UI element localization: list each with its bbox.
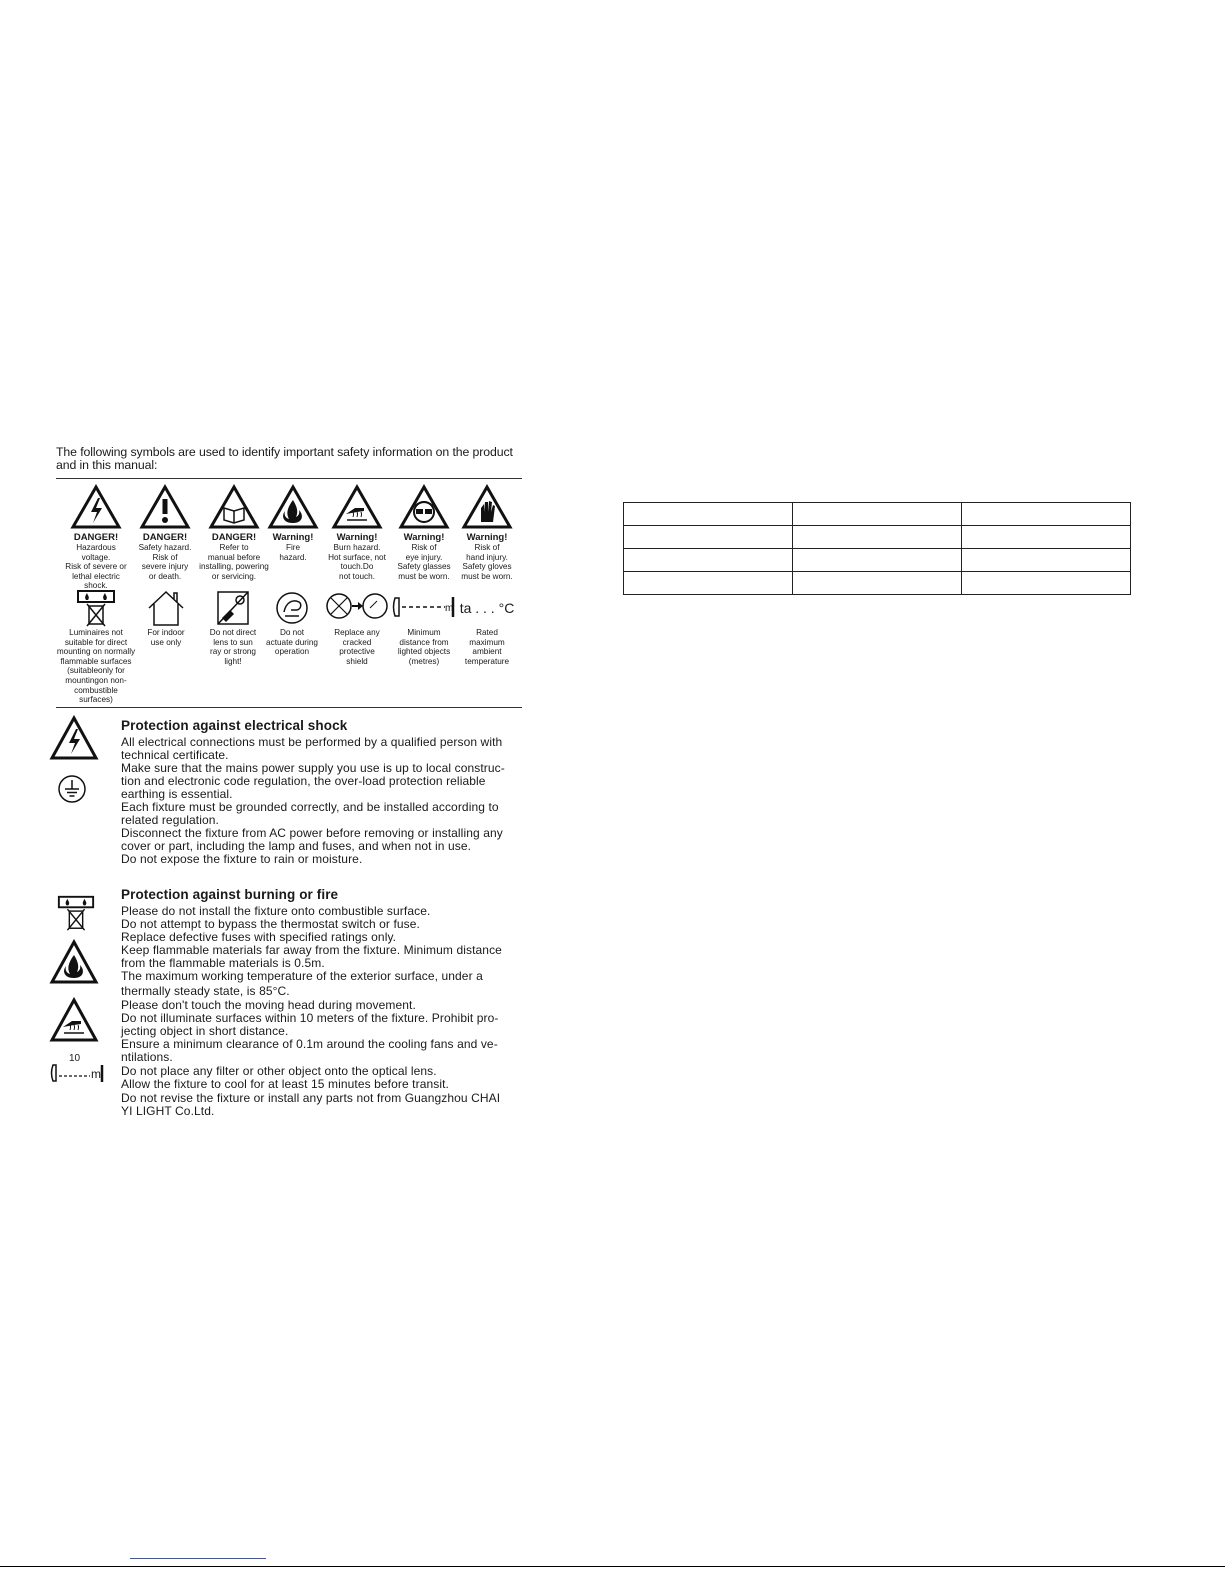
symbol-min-distance — [389, 588, 459, 666]
symbol-desc: manual before — [207, 552, 261, 562]
fire-line: Please do not install the fixture onto combustible surface. — [121, 904, 431, 918]
symbol-desc: shield — [346, 656, 368, 666]
symbol-warning-eye — [389, 484, 459, 581]
symbol-desc: combustible — [74, 685, 118, 695]
empty-table — [623, 502, 1131, 595]
fire-line: Do not revise the fixture or install any parts not from Guangzhou CHAI — [121, 1091, 501, 1105]
manual-warning-icon — [208, 484, 260, 530]
symbol-desc: Risk of — [474, 543, 500, 552]
symbol-head: Warning! — [403, 532, 445, 543]
symbol-desc: distance from — [399, 637, 449, 647]
symbol-desc: flammable surfaces — [60, 656, 132, 666]
lightning-warning-icon — [70, 484, 122, 530]
table-cell — [962, 572, 1131, 595]
symbol-head: DANGER! — [73, 532, 119, 543]
symbol-head: DANGER! — [211, 532, 257, 543]
symbol-desc: Refer to — [219, 543, 249, 552]
symbol-desc: light! — [224, 656, 242, 666]
table-cell — [624, 549, 793, 572]
symbol-desc: must be worn. — [398, 571, 450, 581]
lightning-warning-icon — [49, 715, 99, 761]
symbol-desc: Safety hazard. — [138, 543, 192, 552]
indoor-house-icon — [145, 588, 187, 628]
fire-line: Do not illuminate surfaces within 10 meters of the fixture. Prohibit pro- — [121, 1011, 499, 1025]
symbol-desc: Do not direct — [209, 628, 257, 637]
symbol-desc: Safety glasses — [397, 562, 451, 572]
electrical-line: Each fixture must be grounded correctly, and be installed according to — [121, 800, 499, 814]
symbol-ambient-temp — [452, 588, 522, 666]
fire-line: from the flammable materials is 0.5m. — [121, 956, 325, 970]
fire-line: jecting object in short distance. — [121, 1024, 289, 1038]
fire-line: Please don't touch the moving head during movement. — [121, 998, 416, 1012]
hand-injury-warning-icon — [461, 484, 513, 530]
symbol-warning-hand — [452, 484, 522, 581]
fire-line: Do not attempt to bypass the thermostat switch or fuse. — [121, 917, 420, 931]
symbol-desc: lens to sun — [213, 637, 253, 647]
fire-line: YI LIGHT Co.Ltd. — [121, 1104, 215, 1118]
footer-rule — [0, 1566, 1225, 1567]
symbol-desc: ambient — [472, 647, 502, 657]
min-distance-sign — [49, 1053, 109, 1083]
fire-line: Replace defective fuses with specified ratings only. — [121, 930, 397, 944]
symbol-desc: or servicing. — [211, 571, 257, 581]
symbol-desc: operation — [274, 647, 310, 657]
fire-line: Ensure a minimum clearance of 0.1m around the cooling fans and ve- — [121, 1037, 498, 1051]
fire-warning-icon — [267, 484, 319, 530]
symbol-desc: hazard. — [279, 552, 307, 562]
table-cell — [793, 572, 962, 595]
no-direct-sun-icon — [212, 588, 254, 628]
replace-shield-icon — [324, 588, 390, 628]
ground-symbol-icon — [56, 773, 88, 805]
table-row — [624, 572, 1131, 595]
symbol-desc: protective — [339, 647, 375, 657]
symbol-desc: For indoor — [147, 628, 185, 637]
symbol-desc: Luminaires not — [69, 628, 123, 637]
electrical-section-title: Protection against electrical shock — [121, 718, 348, 733]
table-row — [624, 549, 1131, 572]
svg-text:m: m — [445, 603, 454, 614]
fire-section-title: Protection against burning or fire — [121, 887, 339, 902]
symbol-desc: cracked — [342, 637, 372, 647]
electrical-line: Disconnect the fixture from AC power before removing or installing any — [121, 826, 503, 840]
symbol-desc: lighted objects — [397, 647, 451, 657]
symbol-desc: must be worn. — [461, 571, 513, 581]
table-cell — [793, 526, 962, 549]
symbol-desc: mounting on normally — [56, 647, 136, 657]
symbol-desc: suitable for direct — [64, 637, 128, 647]
symbol-desc: (suitableonly for — [67, 666, 125, 676]
symbol-desc: actuate during — [266, 637, 318, 647]
symbol-desc: surfaces) — [79, 695, 113, 705]
symbol-desc: maximum — [469, 637, 505, 647]
table-cell — [962, 526, 1131, 549]
fire-line: The maximum working temperature of the exterior surface, under a — [121, 969, 483, 983]
symbol-desc: Replace any — [334, 628, 380, 637]
symbol-warning-fire — [258, 484, 328, 562]
distance-label: 10 — [69, 1053, 81, 1064]
symbol-desc: mountingon non- — [65, 675, 127, 685]
fire-warning-icon — [49, 939, 99, 985]
symbol-desc: Risk of severe or — [65, 562, 127, 572]
symbol-desc: Risk of — [152, 552, 178, 562]
min-distance-icon — [389, 588, 459, 628]
intro-text — [56, 446, 526, 472]
electrical-line: Do not expose the fixture to rain or moisture. — [121, 852, 363, 866]
symbol-desc: lethal electric shock. — [72, 571, 120, 591]
eye-injury-warning-icon — [398, 484, 450, 530]
footer-link-underline[interactable] — [130, 1558, 266, 1559]
hot-surface-warning-icon — [49, 997, 99, 1043]
symbol-desc: temperature — [464, 656, 510, 666]
table-cell — [793, 549, 962, 572]
symbol-desc: ray or strong — [210, 647, 256, 657]
fire-line: Do not place any filter or other object onto the optical lens. — [121, 1064, 437, 1078]
symbol-desc: Hot surface, not — [328, 552, 386, 562]
symbol-replace-shield — [322, 588, 392, 666]
table-cell — [624, 526, 793, 549]
symbol-desc: eye injury. — [405, 552, 443, 562]
flammable-surface-icon — [75, 588, 117, 628]
symbol-desc: Rated — [476, 628, 498, 637]
electrical-line: All electrical connections must be performed by a qualified person with — [121, 735, 503, 749]
symbol-danger-voltage — [61, 484, 131, 591]
divider-top — [56, 478, 522, 479]
table-cell — [624, 503, 793, 526]
symbol-head: Warning! — [336, 532, 378, 543]
symbol-desc: Minimum — [407, 628, 441, 637]
exclamation-warning-icon — [139, 484, 191, 530]
symbol-head: Warning! — [466, 532, 508, 543]
electrical-line: earthing is essential. — [121, 787, 233, 801]
distance-unit: m — [91, 1067, 101, 1081]
symbol-indoor — [131, 588, 201, 647]
symbol-head: Warning! — [272, 532, 314, 543]
table-cell — [962, 503, 1131, 526]
fire-line: Keep flammable materials far away from the fixture. Minimum distance — [121, 943, 502, 957]
symbol-danger-safety — [130, 484, 200, 581]
fire-line: ntilations. — [121, 1050, 173, 1064]
intro-line-2: and in this manual: — [56, 458, 158, 472]
symbol-desc: installing, powering — [199, 562, 269, 572]
electrical-line: tion and electronic code regulation, the over-load protection reliable — [121, 774, 486, 788]
symbol-desc: severe injury — [141, 562, 189, 572]
flammable-surface-icon — [56, 893, 96, 933]
symbol-desc: hand injury. — [466, 552, 508, 562]
symbol-head: DANGER! — [142, 532, 188, 543]
symbol-flammable-surface — [56, 588, 136, 705]
symbol-desc: use only — [150, 637, 182, 647]
symbol-desc: voltage. — [81, 552, 111, 562]
table-row — [624, 503, 1131, 526]
table-cell — [793, 503, 962, 526]
symbol-desc: touch.Do — [340, 562, 374, 572]
divider-symbols — [56, 707, 522, 708]
symbol-no-actuate — [257, 588, 327, 657]
symbol-desc: or death. — [148, 571, 182, 581]
hot-surface-warning-icon — [331, 484, 383, 530]
electrical-line: technical certificate. — [121, 748, 229, 762]
symbol-desc: Safety gloves — [462, 562, 512, 572]
symbol-desc: Burn hazard. — [333, 543, 381, 552]
table-cell — [624, 572, 793, 595]
symbol-desc: Risk of — [411, 543, 437, 552]
table-row — [624, 526, 1131, 549]
electrical-line: Make sure that the mains power supply you use is up to local construc- — [121, 761, 505, 775]
electrical-line: related regulation. — [121, 813, 219, 827]
fire-line: thermally steady state, is 85°C. — [121, 984, 290, 998]
fire-line: Allow the fixture to cool for at least 15 minutes before transit. — [121, 1077, 449, 1091]
symbol-desc: not touch. — [339, 571, 375, 581]
no-actuate-icon — [271, 588, 313, 628]
intro-line-1: The following symbols are used to identify important safety information on the product — [56, 445, 513, 459]
symbol-desc: Do not — [279, 628, 305, 637]
ambient-temp-icon: ta . . . °C — [459, 600, 515, 616]
symbol-desc: (metres) — [408, 656, 440, 666]
table-cell — [962, 549, 1131, 572]
symbol-desc: Fire — [285, 543, 301, 552]
symbol-desc: Hazardous — [76, 543, 116, 552]
symbol-warning-hot — [322, 484, 392, 581]
electrical-line: cover or part, including the lamp and fuses, and when not in use. — [121, 839, 472, 853]
